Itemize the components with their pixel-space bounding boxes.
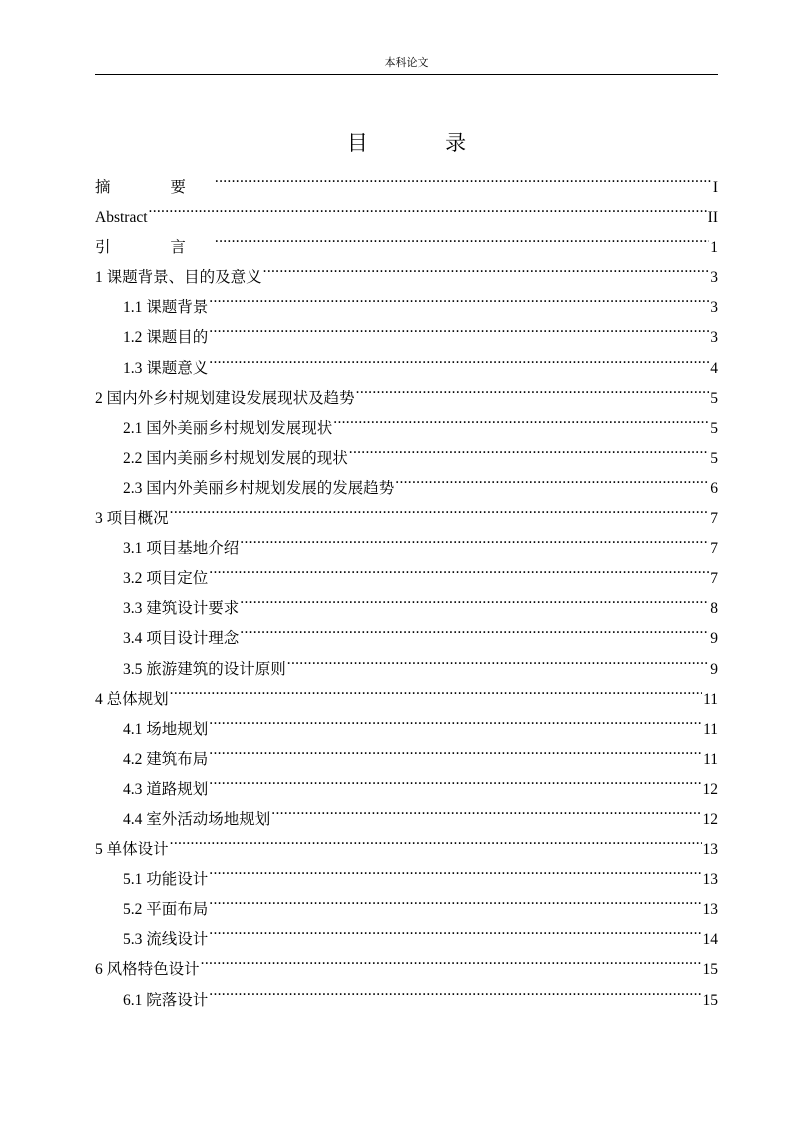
toc-entry-label: 摘 要 — [95, 179, 214, 196]
toc-entry-page-number: II — [707, 209, 718, 227]
toc-entry-page-number: 9 — [710, 630, 718, 648]
toc-dot-leader — [215, 162, 712, 192]
toc-entry-label: 3 项目概况 — [95, 510, 169, 528]
toc-entry-page-number: 5 — [710, 449, 718, 467]
toc-dot-leader — [240, 583, 709, 613]
toc-entry-page-number: 5 — [710, 389, 718, 407]
toc-entry-label: 6 风格特色设计 — [95, 961, 200, 979]
toc-entry-label: 4 总体规划 — [95, 690, 169, 708]
toc-dot-leader — [395, 463, 709, 493]
toc-entry-label: 2.2 国内美丽乡村规划发展的现状 — [123, 449, 348, 467]
toc-entry-label: 引 言 — [95, 239, 214, 257]
toc-dot-leader — [333, 403, 709, 433]
toc-entry[interactable] — [95, 192, 718, 227]
toc-entry-page-number: 7 — [710, 510, 718, 528]
toc-dot-leader — [209, 734, 702, 764]
toc-entry-label: 3.1 项目基地介绍 — [123, 540, 240, 558]
toc-entry-page-number: 5 — [710, 419, 718, 437]
toc-entry-page-number: 1 — [710, 239, 718, 257]
toc-dot-leader — [170, 493, 710, 523]
toc-dot-leader — [209, 914, 701, 944]
toc-entry-page-number: 13 — [702, 871, 718, 889]
toc-entry-page-number: 4 — [710, 359, 718, 377]
toc-entry-page-number: 14 — [702, 931, 718, 949]
toc-entry-label: 6.1 院落设计 — [123, 991, 209, 1009]
toc-entry-label: 1.1 课题背景 — [123, 299, 209, 317]
toc-dot-leader — [209, 764, 701, 794]
toc-entry[interactable] — [95, 493, 718, 528]
toc-entry-page-number: 11 — [703, 750, 718, 768]
toc-entry-label: 5.2 平面布局 — [123, 901, 209, 919]
toc-dot-leader — [349, 433, 709, 463]
toc-dot-leader — [201, 944, 702, 974]
toc-entry[interactable] — [95, 162, 718, 196]
toc-dot-leader — [209, 343, 709, 373]
toc-dot-leader — [170, 674, 702, 704]
toc-dot-leader — [209, 704, 702, 734]
toc-entry[interactable] — [95, 824, 718, 859]
toc-dot-leader — [209, 282, 709, 312]
toc-entry-page-number: 13 — [702, 901, 718, 919]
toc-entry-page-number: 6 — [710, 479, 718, 497]
toc-dot-leader — [263, 252, 710, 282]
toc-entry-page-number: 3 — [710, 269, 718, 287]
toc-dot-leader — [287, 644, 709, 674]
toc-entry-page-number: 12 — [702, 810, 718, 828]
toc-dot-leader — [209, 884, 701, 914]
toc-entry-label: 2 国内外乡村规划建设发展现状及趋势 — [95, 389, 355, 407]
toc-entry[interactable] — [95, 704, 718, 738]
toc-entry-page-number: 11 — [703, 720, 718, 738]
toc-entry-label: 3.4 项目设计理念 — [123, 630, 240, 648]
toc-entry-label: 5.1 功能设计 — [123, 871, 209, 889]
toc-entry-label: 4.2 建筑布局 — [123, 750, 209, 768]
toc-entry-label: 5 单体设计 — [95, 841, 169, 859]
toc-entry[interactable] — [95, 523, 718, 558]
running-header: 本科论文 — [95, 56, 718, 75]
toc-dot-leader — [215, 222, 709, 252]
toc-entry-label: 2.3 国内外美丽乡村规划发展的发展趋势 — [123, 479, 395, 497]
toc-entry-label: 4.4 室外活动场地规划 — [123, 810, 271, 828]
toc-entry-label: 3.5 旅游建筑的设计原则 — [123, 660, 286, 678]
toc-title: 目 录 — [346, 131, 503, 155]
toc-entry-label: Abstract — [95, 209, 148, 227]
toc-entry-label: 4.3 道路规划 — [123, 780, 209, 798]
toc-dot-leader — [356, 373, 710, 403]
toc-entry-label: 1 课题背景、目的及意义 — [95, 269, 262, 287]
toc-dot-leader — [240, 523, 709, 553]
toc-entry-label: 4.1 场地规划 — [123, 720, 209, 738]
toc-entry-page-number: 15 — [702, 961, 718, 979]
toc-entry-page-number: 3 — [710, 329, 718, 347]
toc-entry[interactable] — [95, 222, 718, 257]
toc-dot-leader — [209, 312, 709, 342]
toc-entry-page-number: 8 — [710, 600, 718, 618]
toc-entry-page-number: I — [712, 179, 718, 196]
toc-entry-page-number: 9 — [710, 660, 718, 678]
toc-dot-leader — [209, 975, 701, 1005]
toc-entry-label: 3.2 项目定位 — [123, 570, 209, 588]
toc-entry-page-number: 7 — [710, 540, 718, 558]
toc-entry-label: 2.1 国外美丽乡村规划发展现状 — [123, 419, 333, 437]
toc-entry-page-number: 7 — [710, 570, 718, 588]
toc-entry-page-number: 15 — [702, 991, 718, 1009]
toc-dot-leader — [170, 824, 702, 854]
toc-dot-leader — [149, 192, 707, 222]
toc-entry-page-number: 3 — [710, 299, 718, 317]
table-of-contents — [95, 162, 718, 1009]
toc-entry[interactable] — [95, 674, 718, 708]
toc-dot-leader — [209, 854, 701, 884]
toc-dot-leader — [240, 613, 709, 643]
toc-entry[interactable] — [95, 854, 718, 889]
toc-entry-label: 1.3 课题意义 — [123, 359, 209, 377]
toc-entry-label: 5.3 流线设计 — [123, 931, 209, 949]
toc-entry-label: 3.3 建筑设计要求 — [123, 600, 240, 618]
toc-entry-page-number: 11 — [703, 690, 718, 708]
toc-dot-leader — [209, 553, 709, 583]
toc-entry-label: 1.2 课题目的 — [123, 329, 209, 347]
toc-entry-page-number: 12 — [702, 780, 718, 798]
toc-entry-page-number: 13 — [702, 841, 718, 859]
toc-dot-leader — [271, 794, 701, 824]
